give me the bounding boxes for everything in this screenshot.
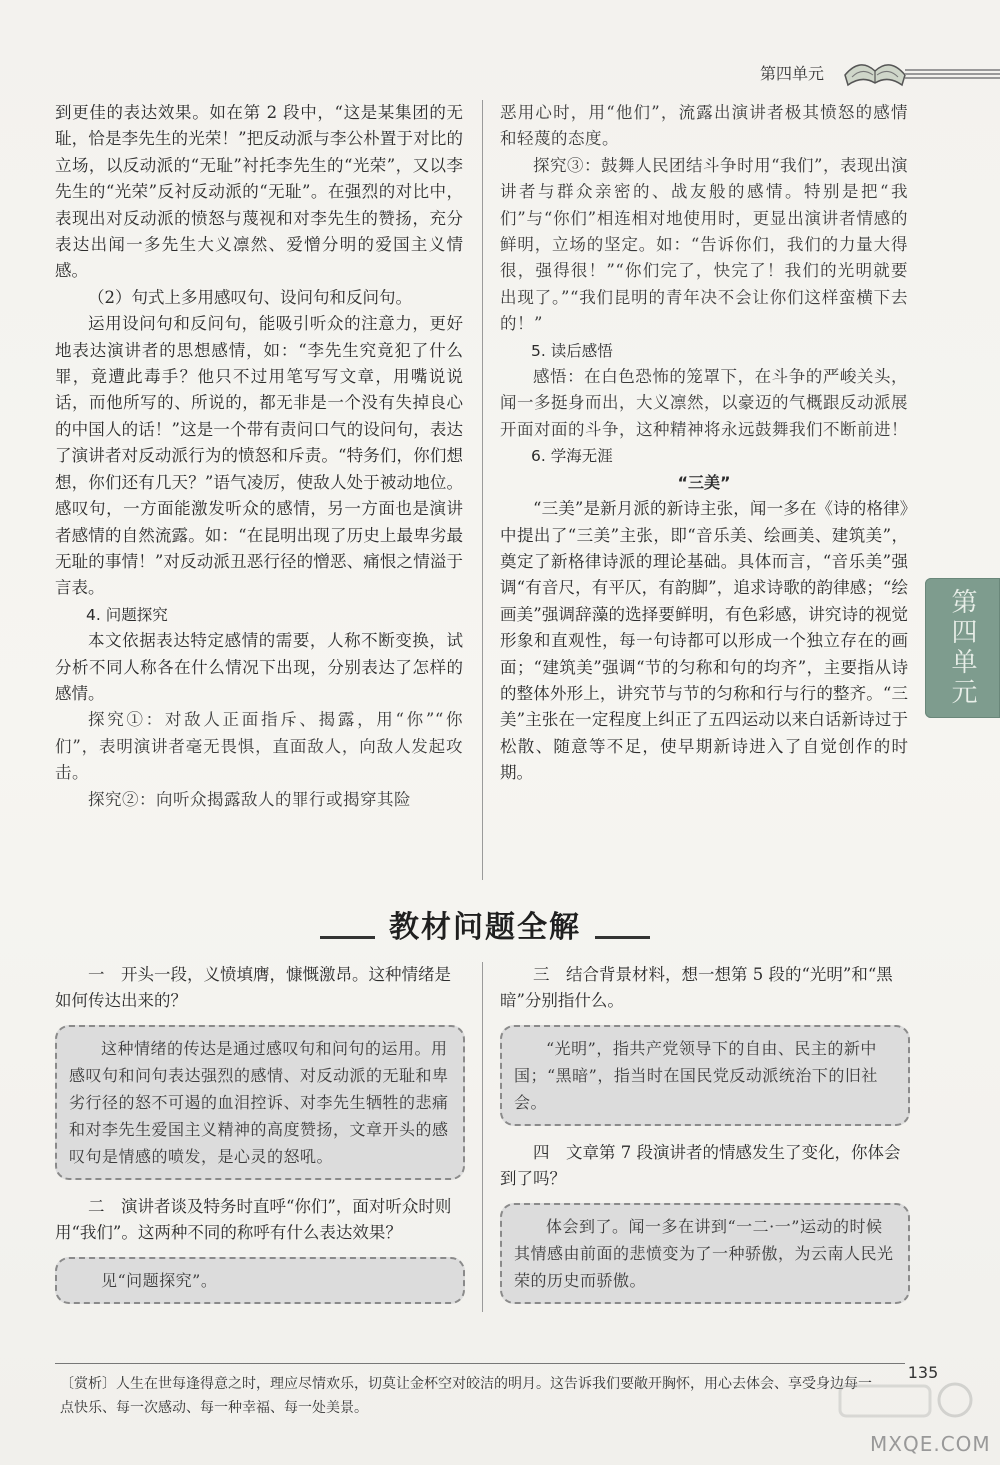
- book-ornament-icon: [840, 55, 910, 89]
- paragraph: 感悟：在白色恐怖的笼罩下，在斗争的严峻关头，闻一多挺身而出，大义凛然，以豪迈的气概跟反动派展开面对面的斗争，这种精神将永远鼓舞我们不断前进！: [500, 367, 908, 439]
- question: 三 结合背景材料，想一想第 5 段的“光明”和“黑暗”分别指什么。: [500, 965, 893, 1011]
- sub-heading: 6. 学海无涯: [531, 447, 613, 466]
- watermark-text: MXQE.COM: [870, 1432, 991, 1456]
- answer-box: [500, 1203, 910, 1304]
- paragraph: 探究③：鼓舞人民团结斗争时用“我们”，表现出演讲者与群众亲密的、战友般的感情。特别是把“我们”与“你们”相连相对地使用时，更显出演讲者情感的鲜明，立场的坚定。如：“告诉你们，我们的力量大得很，强得很！”“你们完了，快完了！我们的光明就要出现了。”“我们昆明的青年决不会让你们这样蛮横下去的！”: [500, 155, 908, 334]
- answer-text: 体会到了。闻一多在讲到“一二·一”运动的时候其情感由前面的悲愤变为了一种骄傲，为云南人民光荣的历史而骄傲。: [514, 1216, 894, 1290]
- footer-rule: [55, 1363, 905, 1364]
- answer-text: 见“问题探究”。: [101, 1270, 218, 1290]
- question: 二 演讲者谈及特务时直呼“你们”，面对听众时则用“我们”。这两种不同的称呼有什么表达效果？: [55, 1196, 452, 1243]
- paragraph: 恶用心时，用“他们”，流露出演讲者极其愤怒的感情和轻蔑的态度。: [500, 103, 908, 149]
- question: 四 文章第 7 段演讲者的情感发生了变化，你体会到了吗？: [500, 1142, 901, 1189]
- unit-label: 第四单元: [760, 64, 825, 83]
- left-column: [55, 100, 463, 813]
- paragraph: 到更佳的表达效果。如在第 2 段中，“这是某集团的无耻，恰是李先生的光荣！”把反动派与李公朴置于对比的立场，以反动派的“无耻”衬托李先生的“光荣”，又以李先生的“光荣”反衬反动派的“无耻”。在强烈的对比中，表现出对反动派的愤怒与蔑视和对李先生的赞扬，充分表达出闻一多先生大义凛然、爱憎分明的爱国主义情感。: [55, 103, 463, 281]
- right-column: [500, 100, 908, 787]
- answer-text: 这种情绪的传达是通过感叹句和问句的运用。用感叹句和问句表达强烈的感情、对反动派的无耻和卑劣行径的怒不可遏的血泪控诉、对李先生牺牲的悲痛和对李先生爱国主义精神的高度赞扬，文章开头的感叹句是情感的喷发，是心灵的怒吼。: [69, 1038, 449, 1166]
- answer-box: [55, 1257, 465, 1304]
- answer-box: [500, 1025, 910, 1126]
- sub-heading: 5. 读后感悟: [531, 341, 613, 360]
- paragraph: 探究①：对敌人正面指斥、揭露，用“你”“你们”，表明演讲者毫无畏惧，直面敌人，向敌人发起攻击。: [55, 710, 463, 783]
- page-number: 135: [907, 1363, 939, 1382]
- side-tab: [925, 578, 1000, 718]
- paragraph: “三美”是新月派的新诗主张，闻一多在《诗的格律》中提出了“三美”主张，即“音乐美、绘画美、建筑美”，奠定了新格律诗派的理论基础。具体而言，“音乐美”强调“有音尺，有平仄，有韵脚”，追求诗歌的韵律感；“绘画美”强调辞藻的选择要鲜明，有色彩感，讲究诗的视觉形象和直观性，每一句诗都可以形成一个独立存在的画面；“建筑美”强调“节的匀称和句的均齐”，主要指从诗的整体外形上，讲究节与节的匀称和行与行的整齐。“三美”主张在一定程度上纠正了五四运动以来白话新诗过于松散、随意等不足，使早期新诗进入了自觉创作的时期。: [500, 499, 908, 783]
- qa-left-column: [55, 962, 465, 1318]
- paragraph: 本文依据表达特定感情的需要，人称不断变换，试分析不同人称各在什么情况下出现，分别表达了怎样的感情。: [55, 631, 463, 703]
- article-title: “三美”: [677, 472, 731, 492]
- column-divider: [482, 100, 483, 880]
- banner-rule-left: [320, 936, 375, 939]
- banner-rule-right: [595, 936, 650, 939]
- answer-box: [55, 1025, 465, 1180]
- paragraph: （2）句式上多用感叹句、设问句和反问句。: [88, 287, 412, 307]
- paragraph: 运用设问句和反问句，能吸引听众的注意力，更好地表达演讲者的思想感情，如：“李先生究竟犯了什么罪，竟遭此毒手？他只不过用笔写写文章，用嘴说说话，而他所写的、所说的，都无非是一个没有失掉良心的中国人的话！”这是一个带有责问口气的设问句，表达了演讲者对反动派行为的愤怒和斥责。“特务们，你们想想，你们还有几天？”语气凌厉，使敌人处于被动地位。感叹句，一方面能激发听众的感情，另一方面也是演讲者感情的自然流露。如：“在昆明出现了历史上最卑劣最无耻的事情！”对反动派丑恶行径的憎恶、痛恨之情溢于言表。: [55, 314, 463, 598]
- side-tab-label: 第四单元: [947, 588, 977, 708]
- column-divider: [482, 962, 483, 1312]
- sub-heading: 4. 问题探究: [86, 605, 168, 624]
- page-header: [0, 55, 1000, 95]
- section-title: 教材问题全解: [389, 910, 581, 945]
- answer-text: “光明”，指共产党领导下的自由、民主的新中国；“黑暗”，指当时在国民党反动派统治下的旧社会。: [514, 1038, 878, 1112]
- question: 一 开头一段，义愤填膺，慷慨激昂。这种情绪是如何传达出来的？: [55, 965, 451, 1011]
- section-banner: [320, 900, 650, 948]
- header-rule: [905, 69, 1000, 79]
- qa-right-column: [500, 962, 910, 1318]
- paragraph: 探究②：向听众揭露敌人的罪行或揭穿其险: [88, 789, 411, 809]
- footer-note: 〔赏析〕人生在世每逢得意之时，理应尽情欢乐，切莫让金杯空对皎洁的明月。这告诉我们要敞开胸怀，用心去体会、享受身边每一点快乐、每一次感动、每一种幸福、每一处美景。: [60, 1376, 872, 1416]
